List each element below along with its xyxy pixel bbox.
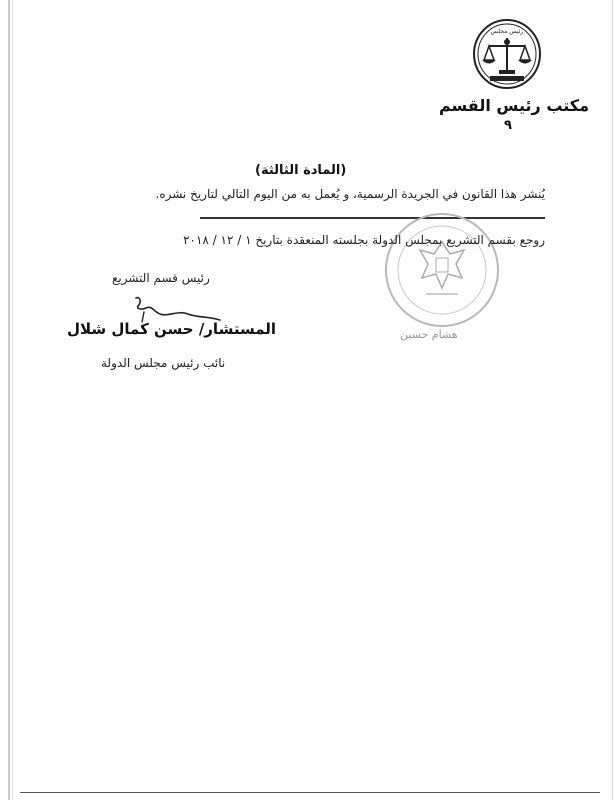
office-title: مكتب رئيس القسم	[438, 96, 589, 115]
scales-of-justice-seal-icon	[472, 18, 542, 90]
stamp-annotation: هشام حسين	[400, 328, 458, 341]
eagle-emblem-stamp-icon	[362, 212, 522, 342]
signatory-name: المستشار/ حسن كمال شلال	[67, 320, 277, 338]
divider	[20, 792, 600, 793]
page-edge	[612, 0, 613, 800]
article-title: (المادة الثالثة)	[255, 163, 347, 178]
page-edge	[8, 0, 10, 800]
svg-text:رئيس مجلس: رئيس مجلس	[490, 28, 524, 35]
review-statement: روجع بقسم التشريع بمجلس الدولة بجلسته المنعقدة بتاريخ ١ / ١٢ / ٢٠١٨	[183, 233, 545, 247]
page-edge	[12, 0, 13, 800]
office-reference-number: ٩	[504, 118, 512, 133]
article-body: يُنشر هذا القانون في الجريدة الرسمية، و يُعمل به من اليوم التالي لتاريخ نشره.	[155, 187, 545, 201]
signatory-title: نائب رئيس مجلس الدولة	[101, 356, 226, 370]
section-head-label: رئيس قسم التشريع	[112, 271, 210, 285]
